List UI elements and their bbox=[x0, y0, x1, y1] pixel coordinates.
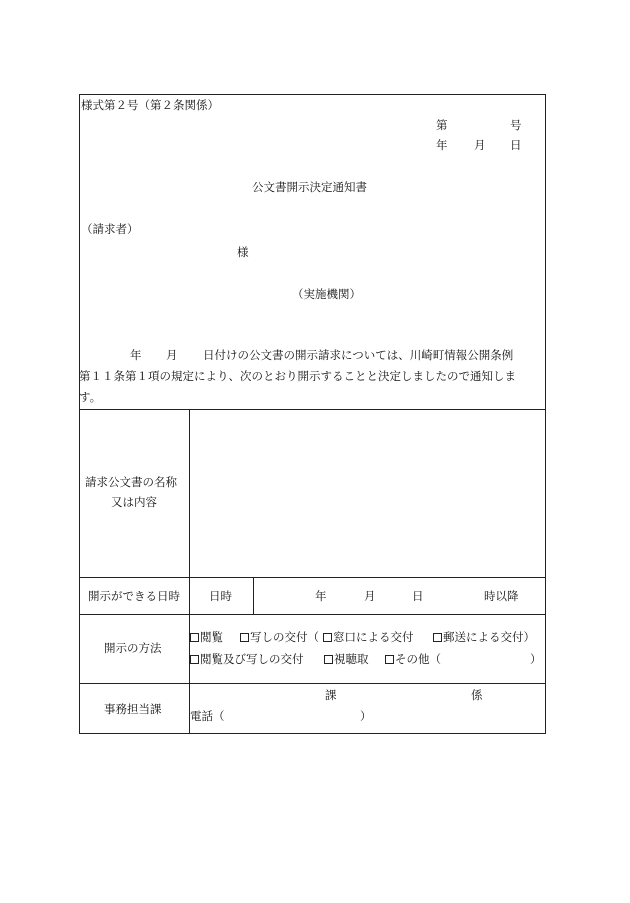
checkbox-icon[interactable] bbox=[190, 655, 199, 664]
checkbox-icon[interactable] bbox=[324, 655, 333, 664]
row-divider-3 bbox=[79, 683, 546, 684]
datetime-year: 年 bbox=[315, 589, 327, 603]
datetime-sub-divider bbox=[253, 577, 254, 614]
number-go: 号 bbox=[510, 118, 522, 132]
option-other-close: ） bbox=[530, 652, 542, 666]
option-viewing[interactable]: 視聴取 bbox=[324, 653, 369, 667]
request-name-label-line1: 請求公文書の名称 bbox=[85, 475, 177, 489]
office-phone-open: 電話（ bbox=[190, 709, 225, 723]
date-year: 年 bbox=[436, 138, 448, 152]
checkbox-icon[interactable] bbox=[240, 633, 249, 642]
office-label: 事務担当課 bbox=[104, 702, 162, 716]
option-counter-delivery[interactable]: 窓口による交付 bbox=[323, 631, 414, 645]
option-etsuran-and-copy[interactable]: 閲覧及び写しの交付 bbox=[190, 653, 304, 667]
form-id: 様式第２号（第２条関係） bbox=[81, 98, 219, 112]
office-kakari: 係 bbox=[471, 688, 483, 702]
row-divider-2 bbox=[79, 614, 546, 615]
datetime-month: 月 bbox=[364, 589, 376, 603]
number-dai: 第 bbox=[436, 118, 448, 132]
date-day: 日 bbox=[510, 138, 522, 152]
label-column-divider bbox=[189, 409, 190, 734]
requester-sama: 様 bbox=[237, 245, 249, 259]
body-line1-text: 日付けの公文書の開示請求については、川崎町情報公開条例 bbox=[203, 348, 514, 362]
document-title: 公文書開示決定通知書 bbox=[252, 180, 367, 194]
date-month: 月 bbox=[474, 138, 486, 152]
row-divider-1 bbox=[79, 577, 546, 578]
datetime-day: 日 bbox=[412, 589, 424, 603]
checkbox-icon[interactable] bbox=[385, 655, 394, 664]
office-phone-close: ） bbox=[360, 709, 372, 723]
body-line2: 第１１条第１項の規定により、次のとおり開示することと決定しましたので通知しま bbox=[79, 369, 516, 383]
datetime-after: 時以降 bbox=[484, 589, 519, 603]
office-ka: 課 bbox=[325, 688, 337, 702]
checkbox-icon[interactable] bbox=[323, 633, 332, 642]
body-line1-month: 月 bbox=[166, 348, 178, 362]
option-etsuran[interactable]: 閲覧 bbox=[190, 631, 223, 645]
request-name-field[interactable] bbox=[195, 416, 540, 571]
checkbox-icon[interactable] bbox=[190, 633, 199, 642]
body-line1-year: 年 bbox=[130, 348, 142, 362]
datetime-label: 開示ができる日時 bbox=[88, 589, 180, 603]
requester-label: （請求者） bbox=[81, 222, 139, 236]
option-copy-delivery[interactable]: 写しの交付（ bbox=[240, 631, 319, 645]
method-label: 開示の方法 bbox=[104, 641, 162, 655]
checkbox-icon[interactable] bbox=[433, 633, 442, 642]
option-mail-delivery[interactable]: 郵送による交付） bbox=[433, 631, 535, 645]
request-name-label-line2: 又は内容 bbox=[111, 495, 157, 509]
agency-label: （実施機関） bbox=[292, 287, 361, 301]
datetime-sub-label: 日時 bbox=[209, 589, 232, 603]
body-line3: す。 bbox=[79, 390, 102, 404]
option-other[interactable]: その他（ bbox=[385, 653, 441, 667]
table-top-border bbox=[79, 409, 546, 410]
